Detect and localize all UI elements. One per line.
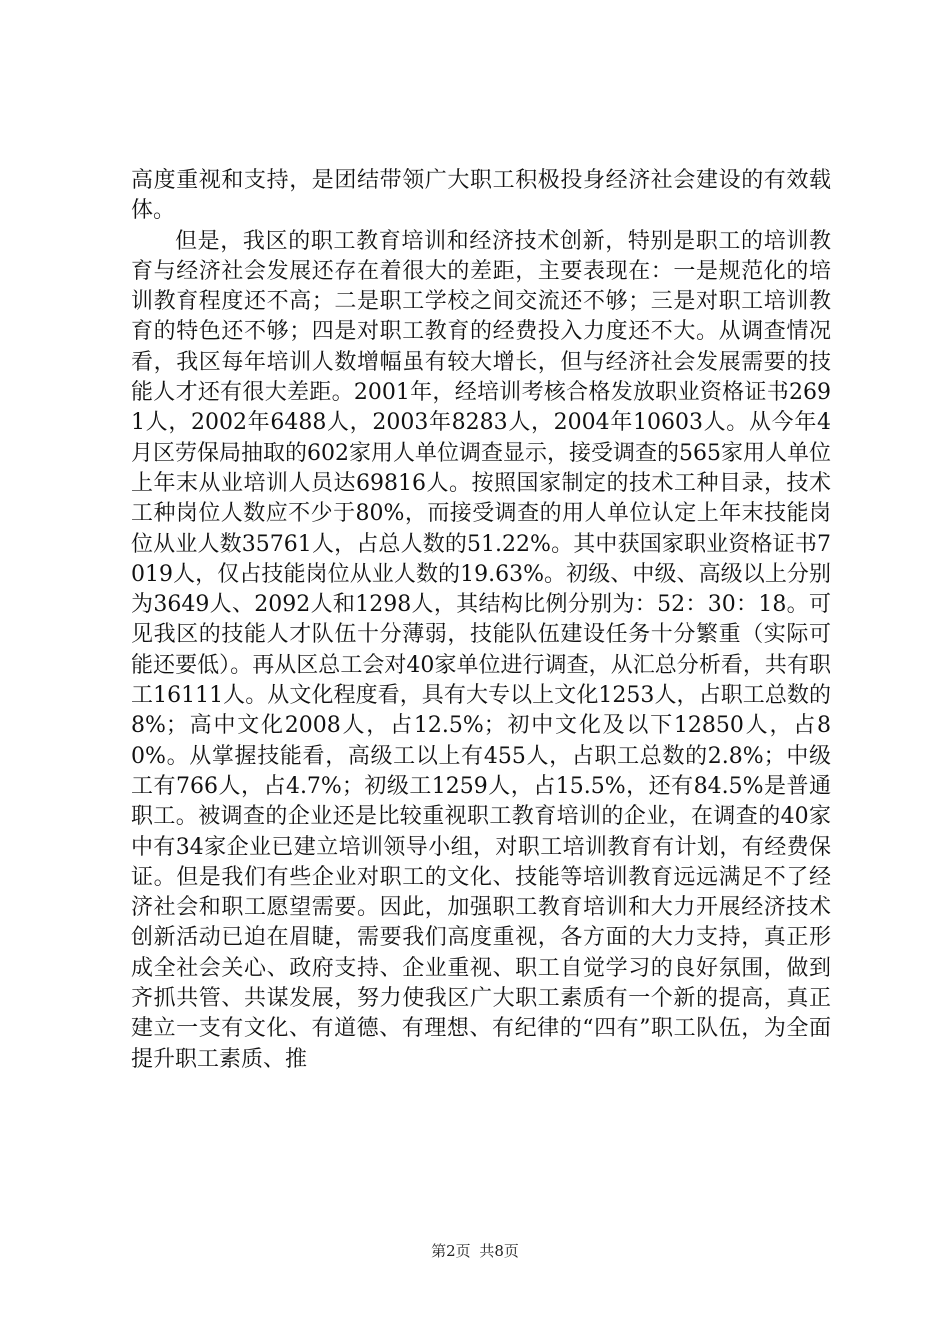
- page-number: 第2页: [431, 1242, 471, 1260]
- page-footer: [0, 1240, 950, 1261]
- page-total: 共8页: [479, 1242, 519, 1260]
- document-body: [131, 166, 831, 1075]
- paragraph: 但是，我区的职工教育培训和经济技术创新，特别是职工的培训教育与经济社会发展还存在着很大的差距，主要表现在：一是规范化的培训教育程度还不高；二是职工学校之间交流还不够；三是对职工培训教育的特色还不够；四是对职工教育的经费投入力度还不大。从调查情况看，我区每年培训人数增幅虽有较大增长，但与经济社会发展需要的技能人才还有很大差距。2001年，经培训考核合格发放职业资格证书2691人，2002年6488人，2003年8283人，2004年10603人。从今年4月区劳保局抽取的602家用人单位调查显示，接受调查的565家用人单位上年末从业培训人员达69816人。按照国家制定的技术工种目录，技术工种岗位人数应不少于80%，而接受调查的用人单位认定上年末技能岗位从业人数35761人，占总人数的51.22%。其中获国家职业资格证书7019人，仅占技能岗位从业人数的19.63%。初级、中级、高级以上分别为3649人、2092人和1298人，其结构比例分别为：52：30：18。可见我区的技能人才队伍十分薄弱，技能队伍建设任务十分繁重（实际可能还要低）。再从区总工会对40家单位进行调查，从汇总分析看，共有职工16111人。从文化程度看，具有大专以上文化1253人，占职工总数的8%；高中文化2008人，占12.5%；初中文化及以下12850人，占80%。从掌握技能看，高级工以上有455人，占职工总数的2.8%；中级工有766人，占4.7%；初级工1259人，占15.5%，还有84.5%是普通职工。被调查的企业还是比较重视职工教育培训的企业，在调查的40家中有34家企业已建立培训领导小组，对职工培训教育有计划，有经费保证。但是我们有些企业对职工的文化、技能等培训教育远远满足不了经济社会和职工愿望需要。因此，加强职工教育培训和大力开展经济技术创新活动已迫在眉睫，需要我们高度重视，各方面的大力支持，真正形成全社会关心、政府支持、企业重视、职工自觉学习的良好氛围，做到齐抓共管、共谋发展，努力使我区广大职工素质有一个新的提高，真正建立一支有文化、有道德、有理想、有纪律的“四有”职工队伍，为全面提升职工素质、推: [131, 228, 831, 1072]
- paragraph: 高度重视和支持，是团结带领广大职工积极投身经济社会建设的有效载体。: [131, 168, 831, 224]
